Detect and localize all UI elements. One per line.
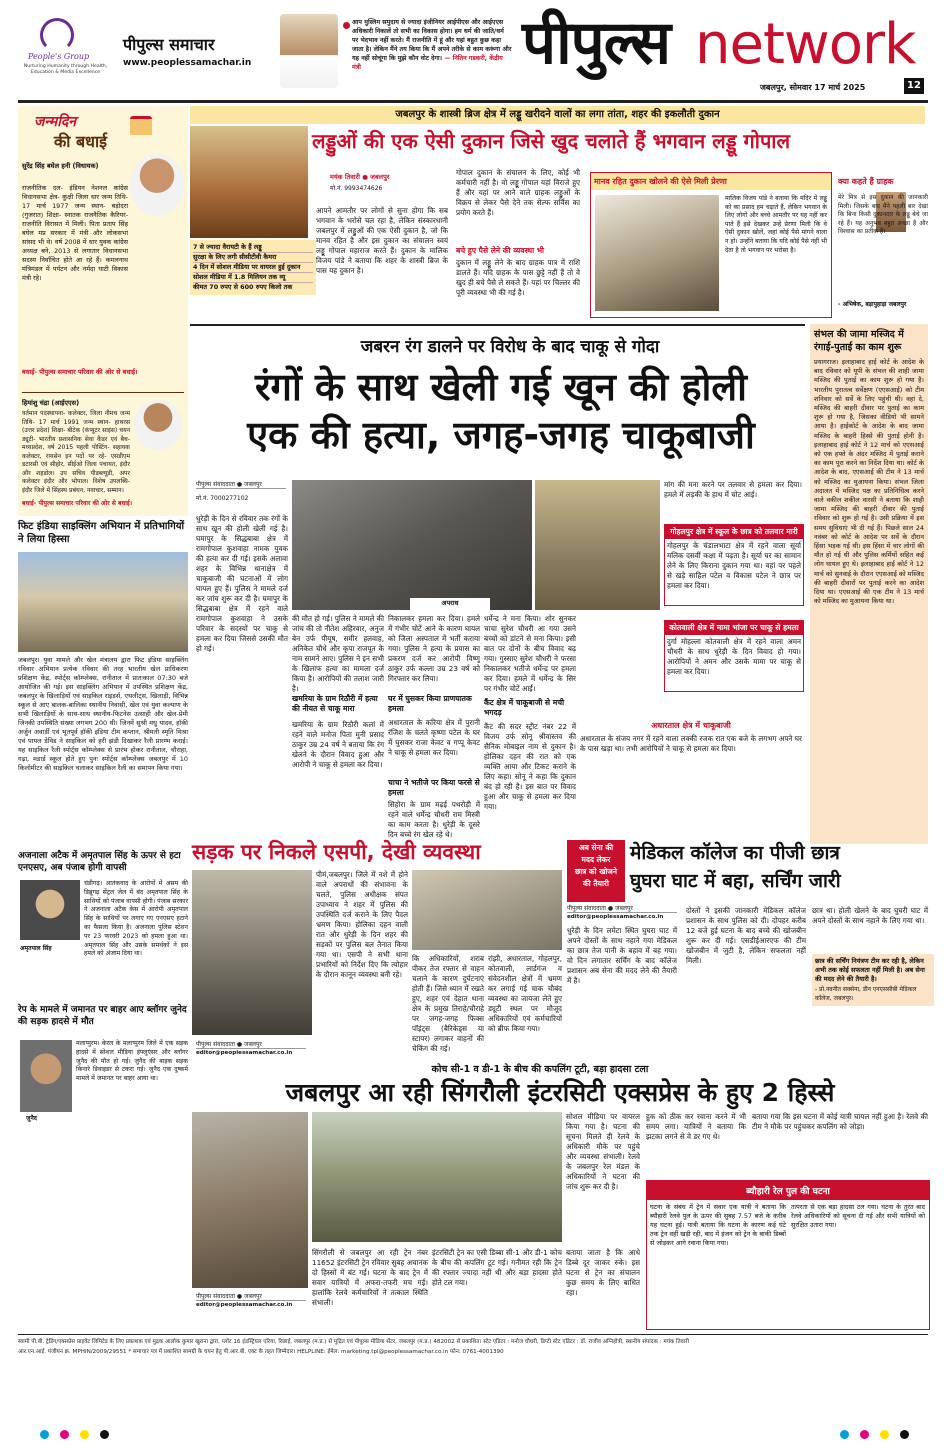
holi-sub3: चाचा ने भतीजे पर किया फरसे से हमला (388, 778, 480, 797)
sp-body3: रांझी, अधारताल, गोहलपुर, कोतवाली, लार्डगंज व संवेदनशील क्षेत्रों में भ्रमण कर लगाई गई चाक चौबंद व्यवस्था का जायजा लेते हुए ड्यूटी स्थल पर मौजूद अधिकारियों एवं कर्मचारियों को ब्रीफ किया गया। (488, 954, 562, 1033)
holi-reporter-mobile: मो.नं. 7000277102 (196, 495, 249, 502)
laddu-shrine-photo (190, 126, 308, 238)
pg-email[interactable]: editor@peoplessamachar.co.in (567, 914, 664, 920)
blogger-photo (20, 1040, 72, 1112)
train-reporter: पीपुल्स संवाददाता ● जबलपुर (196, 1292, 306, 1301)
holi-sub2-body: अधारताल के करिया क्षेत्र में पुरानी रंजिश के चलते कृष्णा पटेल के घर में घुसकर राजा केवट व गप्पू केवट ने चाकू से हमला कर दिया। (388, 718, 480, 757)
person2-wish: बधाई- पीपुल्स समाचार परिवार की ओर से बधाई। (22, 500, 133, 507)
train-body5: हुक को ठीक कर रवाना करने में भी समय लगा। यात्रियों ने बताया कि झटका लगने से वे डर गए थे। (646, 1112, 746, 1141)
amritpal-body: चंडीगढ़। आतंकवाद के आरोपों में असम की डिब्रूगढ़ सेंट्रल जेल में बंद अमृतपाल सिंह के साथियों को पंजाब वापसी होगी। पंजाब सरकार ने अजनाला अटैक केस में आरोपी अमृतपाल सिंह के साथियों पर लगाए गए एनएसए हटाने का फैसला किया है। अजनाला पुलिस स्टेशन पर 23 फरवरी 2023 को हमला हुआ था। अमृतपाल सिंह और उसके समर्थकों ने इस हमले को अंजाम दिया था। (84, 880, 188, 958)
laddu-box-head: मानव रहित दुकान खोलने की ऐसे मिली प्रेरणा (591, 173, 831, 190)
blogger-body: मलाप्पुरम। केरल के मलाप्पुरम जिले में एक सड़क हादसे में सोशल मीडिया इंफ्लुएंसर और ब्लॉगर जुनैद की मौत हो गई। जुनैद की बाइक सड़क किनारे डिवाइडर से टकरा गई। जुनैद एक दुष्कर्म मामले में जमानत पर बाहर आया था। (76, 1040, 188, 1083)
blogger-headline: रेप के मामले में जमानत पर बाहर आए ब्लॉगर जुनेद की सड़क हादसे में मौत (18, 1005, 187, 1027)
website[interactable]: www.peoplessamachar.in (123, 58, 252, 68)
laddu-customer-body: मेरे मित्र से इस दुकान की जानकारी मिली। जिसके बाद मैंने पहली बार देखा कि बिना किसी दुकानदार के लड्डू बेचे जा रहे हैं। यह अनुभव बहुत अच्छा है और विश्वास का प्रतीक है। (838, 194, 928, 235)
laddu-kicker: जबलपुर के शास्त्री ब्रिज क्षेत्र में लड्डू खरीदने वालों का लगा तांता, शहर की इकलौती दुकान (190, 106, 925, 124)
page-number: 12 (904, 78, 924, 94)
masthead (0, 0, 945, 100)
amritpal-headline: अजनाला अटैक में अमृतपाल सिंह के ऊपर से हटा एनएसए, अब पंजाब होगी वापसी (18, 851, 181, 873)
sp-email[interactable]: editor@peoplessamachar.co.in (196, 1050, 293, 1056)
amritpal-caption: अमृतपाल सिंह (20, 945, 52, 952)
birthday-heading-line2: की बधाई (54, 132, 107, 151)
laddu-shop-photo (595, 195, 719, 311)
registration-mark (80, 1430, 89, 1439)
brand-name: पीपुल्स समाचार (123, 35, 215, 54)
holi-col5: मांग की मना करने पर तलवार से हमला कर दिया। हमले में लड़की के हाथ में चोट आई। (664, 480, 802, 499)
registration-mark (840, 1430, 849, 1439)
person1-wish: बधाई- पीपुल्स समाचार परिवार की ओर से बधाई। (22, 368, 138, 376)
gadkari-photo (280, 14, 338, 88)
laddu-customer-name: - अभिषेक, बड़ापुहाड़ा जबलपुर (838, 301, 907, 308)
train-kicker: कोच सी-1 व डी-1 के बीच की कपलिंग टूटी, बड़ा हादसा टला (431, 1064, 649, 1075)
pg-headline-line2: घुघरा घाट में बहा, सर्चिंग जारी (630, 870, 841, 892)
birthday-divider (22, 392, 184, 393)
sambhal-body: प्रयागराज। इलाहाबाद हाई कोर्ट के आदेश के बाद रविवार को यूपी के संभल की शाही जामा मस्जिद की पुताई का काम शुरू हो गया है। भारतीय पुरातत्व सर्वेक्षण (एएसआई) को टीम शनिवार को सर्वे के लिए पहुंची थी। वहां दे, मस्जिद की बाहरी दीवार पर पुताई का काम शुरू हो गया है, जिसका वीडियो भी सामने आया है। हाईकोर्ट के आदेश के बाद जामा मस्जिद के बाहरी हिस्से की पुताई होनी है। इलाहाबाद हाई कोर्ट ने 12 मार्च को एएसआई को एक हफ्ते के अंदर मस्जिद में पुताई कराने का काम पूरा करने का निर्देश दिया था। कोर्ट के आदेश के बाद, एएसआई की टीम ने 13 मार्च को मस्जिद का मुआयना किया। संभल जिला अदालत में मस्जिद पक्ष का प्रतिनिधित्व करने वाले वकील शकील वारसी ने बताया कि शाही जामा मस्जिद की बाहरी दीवार की पुताई रविवार को शुरू हो गई है। उसी प्रक्रिया में इस समय सुविधाएं भी दी गई हैं। पिछले साल 24 नवंबर को कोर्ट के आदेश पर सर्वे के दौरान हिंसा भड़क गई थी। इस हिंसा में चार लोगों की मौत हो गई थी और पुलिस कर्मियों सहित कई लोग घायल हुए थे। इलाहाबाद हाई कोर्ट ने 12 मार्च को सुनवाई के दौरान एएसआई को मस्जिद की बाहरी दीवारों पर पुताई करने का आदेश दिया था। एएसआई की एक टीम ने 13 मार्च को मस्जिद का मुआयना किया था। (814, 358, 924, 606)
laddu-reporter: मयंक तिवारी ● जबलपुर (330, 173, 390, 181)
laddu-bullets (190, 240, 316, 295)
birthday-heading-line1: जन्मदिन (34, 114, 77, 130)
train-headline: जबलपुर आ रही सिंगरौली इंटरसिटी एक्सप्रेस के हुए 2 हिस्से (285, 1078, 835, 1107)
pg-reporter: पीपुल्स संवाददाता ● जबलपुर (567, 904, 677, 913)
train-box-body2: तत्परता से एक बड़ा हादसा टल गया। घटना के तुरंत बाद रेलवे अधिकारियों को सूचना दी गई और सभी यात्रियों को सुरक्षित उतारा गया। (791, 1203, 925, 1229)
holi-box1-head: गोहलपुर क्षेत्र में स्कूल के छात्र को तलवार मारी (665, 525, 803, 539)
pg-tag (567, 840, 625, 902)
holi-headline-line1: रंगों के साथ खेली गई खून की होली (255, 365, 747, 409)
holi-box1-body: गोहलपुर के चंडालभाटा क्षेत्र में रहने वाला सूर्या मलिक दसवीं कक्षा में पढ़ता है। सूर्या घर का सामान लेने के लिए किराना दुकान गया था। वहां पर पहले से खड़े साहिल पटेल व विकास पटेल ने छात्र पर हमला कर दिया। (667, 541, 801, 590)
holi-sub3-body: सिहोरा के ग्राम मढ़ई पथरोड़ी में रहने वाले धर्मेन्द्र चौधरी राम मिस्त्री का काम करता है। धुरेड़ी के दूसरे दिन बच्चे रंग खेल रहे थे। (388, 800, 480, 839)
holi-police-photo (535, 480, 660, 610)
train-body4: सोशल मीडिया पर वायरल किया गया है। घटना की सूचना मिलते ही रेलवे के अधिकारी मौके पर पहुंचे और व्यवस्था संभाली। रेलवे के जबलपुर रेल मंडल के अधिकारियों ने घटना की जांच शुरू कर दी है। (566, 1112, 640, 1191)
group-tagline: Nurturing Humanity through Health, Education & Media Excellence (23, 64, 108, 75)
holi-headline-line2: एक की हत्या, जगह-जगह चाकूबाजी (247, 413, 755, 457)
holi-reporter: पीपुल्स संवाददाता ● जबलपुर (196, 480, 286, 489)
masthead-rule (18, 100, 928, 103)
registration-mark (860, 1430, 869, 1439)
holi-top-rule (190, 324, 805, 326)
sp-body2: कि अधिकारियों, शराब पीकर तेज रफ्तार से वाहन चलाने के कारण दुर्घटनाएं होती हैं। जिसे ध्यान में रखते हुए, शहर एवं देहात थाना क्षेत्र के प्रमुख तिराहे/चौराहे पर जगह-जगह फिक्स पॉइंट्स (बैरिकेड्स या स्टापर) लगाकर वाहनों की चेकिंग की गई। (412, 954, 484, 1053)
train-photo-2 (312, 1112, 562, 1242)
masthead-quote: आप मुस्लिम समुदाय से ज्यादा इंजीनियर आईपीएस और आईएएस अधिकारी निकालें तो सभी का विकास होगा। हम धर्म की जाति/धर्म पर भेदभाव नहीं करते। मैं राजनीति में हूं और यहां बहुत कुछ कहा जाता है। लेकिन मैंने तय किया कि मैं अपने तरीके से काम करूंगा और यह नहीं सोचूंगा कि मुझे कौन वोट देगा। — नितिन गडकरी, केंद्रीय मंत्री (352, 19, 512, 71)
holi-box2 (664, 620, 804, 692)
holi-sub4-body: कैंट की सदर स्ट्रीट नंबर 22 में विजय उर्फ सोनू श्रीवास्तव की सैनिक मोबाइल नाम से दुकान है। होलिका दहन की रात को एक व्यक्ति आया और टिकट कराने के लिए कहा। सोनू ने कहा कि दुकान बंद हो रही है। इस बात पर विवाद हुआ और चाकू से हमला कर दिया गया। (484, 722, 576, 811)
sambhal-headline: संभल की जामा मस्जिद में रंगाई-पुताई का काम शुरू (814, 329, 904, 353)
laddu-body3: दुकान में लड्डू लेने के बाद ग्राहक पात्र में राशि डालते हैं। यदि ग्राहक के पास छुट्टे नहीं हैं तो वे खुद ही बचे पैसे ले सकते हैं। यहां पर चिल्लर की पूरी व्यवस्था भी की गई है। (456, 258, 580, 297)
holi-box2-head: कोतवाली क्षेत्र में मामा भांजा पर चाकू से हमला (665, 621, 803, 635)
holi-col2: की मौत हो गई। पुलिस ने मामले की जांच की तो नीतेश अहिरवार, अनुज बेन उर्फ पीयूष, समीर हलवाह, अनिकेत चौधे और कृपा राजपूत के नाम सामने आए। पुलिस ने इन सभी के खिलाफ हत्या का मामला दर्ज किया है। आरोपियों की तलाश जारी है। (292, 614, 384, 693)
holi-sub5-body: अधारताल के संजय नगर में रहने वाला लक्की रजक रात एक बजे के लगभग अपने घर के पास खड़ा था। तभी आरोपियों ने चाकू से हमला कर दिया। (580, 734, 802, 753)
train-email[interactable]: editor@peoplessamachar.co.in (196, 1302, 293, 1308)
holi-sub5: अधारताल क्षेत्र में चाकूबाजी (651, 721, 731, 730)
pg-body2: दोस्तों ने इसकी जानकारी मेडिकल कॉलेज प्रशासन के साथ पुलिस को दी। दोपहर करीब 12 बजे हुई घटना के बाद बच्चे की खोजबीन शुरू कर दी गई। एसडीईआरएफ की टीम खोजबीन में जुटी है, लेकिन सफलता नहीं मिली। (686, 906, 806, 965)
imprint-2: आर.एन.आई. पंजीयन क्र. MPHIN/2009/29551 * समाचार पत्र में प्रकाशित सामग्री के चयन हेतु पी.आर.बी. एक्ट के तहत जिम्मेदार। HELPLINE: ईमेल: marketing.tpl@peoplessamachar.co.in फोन: 0761-4001390 (18, 1349, 504, 1355)
person2-photo (134, 400, 182, 450)
laddu-headline: लड्डुओं की एक ऐसी दुकान जिसे खुद चलाते हैं भगवान लड्डू गोपाल (312, 129, 791, 153)
pg-headline-line1: मेडिकल कॉलेज का पीजी छात्र (630, 842, 840, 864)
train-body2: इंटरसिटी ट्रेन का एसी डिब्बा सी-1 और डी-1 कोच के बीच की कपलिंग टूट गई। गनीमत रही कि ट्रेन की रफ्तार ज्यादा नहीं थी और बड़ा हादसा होते होते टल गया। (432, 1248, 562, 1287)
person1-photo (130, 154, 184, 216)
person1-body: राजनीतिक दल- इंडियन नेशनल कांग्रेस विधानसभा क्षेत्र- कुक्षी जिला धार जन्म तिथि- 17 मार्च 1977 जन्म स्थान- बड़ोदरा (गुजरात) शिक्षा- स्नातक राजनैतिक कैरियर- राजनीति विरासत में मिली। पिता प्रताप सिंह बघेल मप्र सरकार में मंत्री और लोकसभा सांसद भी थे। वर्ष 2008 में धार युवक कांग्रेस अध्यक्ष बने, 2013 से लगातार विधानसभा सदस्य निर्वाचित होते आ रहे हैं। कमलनाथ मंत्रिमंडल में पर्यटन और नर्मदा घाटी विकास मंत्री रहे। (22, 184, 128, 282)
laddu-customer-head: क्या कहते हैं ग्राहक (838, 177, 894, 186)
train-body1: सिंगरौली से जबलपुर आ रही ट्रेन नंबर 11652 इंटरसिटी ट्रेन रविवार सुबह अचानक दो हिस्सों में बंट गई। घटना के बाद ट्रेन में सवार यात्रियों में अफरा-तफरी मच गई। हालांकि रेलवे कर्मचारियों ने तत्काल स्थिति संभाली। (312, 1248, 428, 1307)
pg-tag-line3: छात्र को खोजने (574, 867, 618, 876)
holi-sub1-body: खमरिया के ग्राम रिठौरी कलां में रहने वाले मनोज पिता मुनी प्रसाद ठाकुर उम्र 24 वर्ष ने बताया कि रंग खेलने के दौरान विवाद हुआ और आरोपी ने चाकू से हमला कर दिया। (292, 720, 384, 769)
holi-sub1: खमरिया के ग्राम रिठौरी में हत्या की नीयत से चाकू मारा (292, 694, 378, 713)
pg-quote-box (812, 954, 934, 1006)
cake-icon (130, 116, 152, 135)
laddu-bullet: 4 दिन में सोशल मीडिया पर वायरल हुई दुकान (193, 263, 313, 273)
train-photo-1 (192, 1112, 308, 1288)
registration-marks (0, 1430, 945, 1442)
holi-kicker: जबरन रंग डालने पर विरोध के बाद चाकू से गोदा (360, 337, 660, 357)
laddu-subhead: बचे हुए पैसे लेने की व्यवस्था भी (456, 246, 545, 255)
laddu-bullet: सुरक्षा के लिए लगी सीसीटीवी कैमरा (193, 253, 313, 263)
pg-tag-line2: मदद लेकर (581, 855, 611, 864)
sp-photo (192, 870, 312, 1035)
holi-photo-credit: अपराध (410, 598, 490, 610)
dateline: जबलपुर, सोमवार 17 मार्च 2025 (760, 83, 866, 92)
pg-tag-line4: की तैयारी (583, 879, 609, 888)
group-name: People's Group (28, 52, 90, 61)
pg-quote-author: - प्रो.नवनीत सक्सेना, डीन एनएससीबी मेडिकल कॉलेज, जबलपुर। (815, 986, 917, 1002)
holi-sub2: घर में घुसकर किया प्राणघातक हमला (388, 694, 472, 713)
fit-india-body: जबलपुर। युवा मामले और खेल मंत्रालय द्वारा फिट इंडिया साइक्लिंग रविवार अभियान प्रत्येक रविवार की तरह भारतीय खेल प्राधिकरण प्रशिक्षण केंद्र, स्पोर्ट्स कॉम्प्लेक्स, रानीताल में प्रातःकाल 07:30 बजे आयोजित की गई। इस साइक्लिंग अभियान में उपस्थित प्रशिक्षण केंद्र, जबलपुर के खिलाड़ियों एवं साइकिल राइडर्स, एथलीट्स, खिलाड़ी, विभिन्न स्कूल से आए बालक-बालिका स्थानीय निवासी, खेल एवं युवा कल्याण के सभी खिलाड़ियों के साथ-साथ स्थानीय-फिटनेस उत्साही और खेल-प्रेमी जिनकी उपस्थिति संख्या लगभग 200 थी। जिनमें सुश्री मधु यादव, हॉकी अर्जुन अवार्डी एवं भूतपूर्व हॉकी इंडिया टीम कप्तान, श्रीमती स्मृति मिश्रा एवं पायल डेविड ने साइकिल को हरी झंडी दिखाकर रैली प्रारम्भ कराई। यह साइकिल रैली स्पोर्ट्स कॉम्प्लेक्स से प्रारंभ होकर रानीताल, चौराहा, गढ़ा, मडार्ड स्कूल होते हुए पुनः स्पोर्ट्स कॉम्प्लेक्स जबलपुर में 10 किलोमीटर की साइकिल चलाकर साइकिल रैली का समापन किया गया। (18, 656, 188, 772)
laddu-box (590, 172, 832, 318)
registration-mark (900, 1430, 909, 1439)
person2-name: हिमांशु चंद्रा (आईएएस) (22, 399, 80, 407)
sp-body: पीमं,जबलपुर। जिले में नशे में होने वाले अपराधों की संभावना के चलते, पुलिस अधीक्षक संपत उपाध्याय ने शहर में पुलिस की उपस्थिति दर्ज कराने के लिए पैदल भ्रमण किया। होलिका दहन वाली रात और धुरेड़ी के दिन शहर की सड़कों पर पुलिस बल तैनात किया गया था। एसपी ने सभी थाना प्रभारियों को निर्देश दिए कि त्योहार के दौरान कानून व्यवस्था बनी रहे। (316, 870, 408, 979)
birthday-box (18, 106, 188, 516)
train-body6: बताया गया कि इस घटना में कोई यात्री घायल नहीं हुआ है। रेलवे की टीम ने मौके पर पहुंचकर कपलिंग को जोड़ा। (752, 1112, 928, 1131)
holi-crime-scene-photo (292, 480, 532, 610)
sambhal-box (810, 324, 928, 844)
group-logo-icon (40, 18, 74, 52)
laddu-bullet: 7 से ज्यादा वैरायटी के हैं लड्डू (193, 243, 313, 253)
sp-headline: सड़क पर निकले एसपी, देखी व्यवस्था (192, 840, 481, 864)
registration-mark (100, 1430, 109, 1439)
train-box-head: ब्यौहारी रेल पुल की घटना (647, 1181, 929, 1200)
holi-col4: धर्मेन्द्र ने मना किया। शोर सुनकर चाचा सुरेश चौधरी आ गया उसने बच्चों को डांटने से मना किया। इसी बात पर दोनों के बीच विवाद बढ़ गया। गुस्साए सुरेश चौधरी ने फरसा निकालकर भतीजे धर्मेन्द्र पर हमला कर दिया। हमले में धर्मेन्द्र के सिर पर गंभीर चोटें आईं। (484, 614, 576, 693)
registration-mark (60, 1430, 69, 1439)
laddu-bullet: कीमत 70 रुपए से 600 रुपए किलो तक (193, 283, 293, 291)
registration-mark (40, 1430, 49, 1439)
sp-police-photo (412, 870, 562, 950)
laddu-bullet: सोशल मीडिया में 1.8 मिलियन तक व्यू (193, 273, 313, 283)
sp-reporter: पीपुल्स संवाददाता ● जबलपुर (196, 1040, 306, 1049)
registration-mark (880, 1430, 889, 1439)
train-body3: बताया जाता है कि आधे डिब्बे दूर जाकर रुके। इस घटना से ट्रेन का संचालन कुछ समय के लिए बाधित रहा। (566, 1248, 640, 1297)
holi-col3: निकालकर हमला कर दिया। हमले में गंभीर चोटें आने के कारण घायल को जिला अस्पताल में भर्ती कराया गया। पुलिस ने हत्या के प्रयास का प्रकरण दर्ज कर आरोपी विष्णु ठाकुर उर्फ कल्ला उम्र 23 वर्ष को गिरफ्तार कर लिया। (388, 614, 480, 683)
imprint: स्वामी पी.बी. ट्रेडिंग/एक्सप्रेस प्राइवेट लिमिटेड के लिए प्रकाशक एवं मुद्रक आलोक कुमार खुराना द्वारा, प्लॉट 16 इंडस्ट्रियल एरिया, रिछाई, जबलपुर (म.प्र.) से मुद्रित एवं पीपुल्स मीडिया सेंटर, जबलपुर (म.प्र.) 482002 से प्रकाशित। स्टेट एडिटर : मनोज चौधरी, डिप्टी स्टेट एडिटर : डॉ. राजीव अग्निहोत्री, स्थानीय संपादक : मयंक तिवारी (18, 1339, 689, 1345)
pg-tag-line1: अब सेना की (578, 843, 614, 852)
laddu-body1: आपने आमतौर पर लोगों से सुना होगा कि सब भगवान के भरोसे चल रहा है, लेकिन संस्कारधानी जबलपुर में लड्डुओं की एक ऐसी दुकान है, जो कि मानव रहित है और इस दुकान का संचालन स्वयं लड्डू गोपाल महाराज करते हैं। दुकान के मालिक विजय पांडे ने बताया कि शहर के शास्त्री ब्रिज के पास यह दुकान है। (316, 206, 448, 275)
pg-body3: छात्र था। होली खेलने के बाद घुघरी घाट में अपने दोस्तों के साथ नहाने के लिए गया था। (812, 906, 928, 925)
holi-sub4: कैंट क्षेत्र में चाकूबाजी से मची भगदड़ (484, 698, 565, 717)
amritpal-photo (20, 880, 80, 940)
footer-rule (18, 1334, 928, 1335)
pg-body1: धुरेड़ी के दिन लमेटा स्थित घुघरा घाट में अपने दोस्तों के साथ नहाने गया मेडिकल का छात्र तेज पानी के बहाव में बह गया। वो दिन लगातार सर्चिंग के बाद कॉलेज प्रशासन अब सेना की मदद लेने की तैयारी में है। (567, 926, 677, 985)
holi-box1 (664, 524, 804, 606)
pg-quote: छात्र की सर्चिंग नियंत्रण टीम कर रही है, लेकिन अभी तक कोई सफलता नहीं मिली है। अब सेना की मदद लेने की तैयारी है। (815, 957, 925, 983)
person2-body: वर्तमान पदस्थापना- कलेक्टर, जिला नीमच जन्म तिथि- 17 मार्च 1991 जन्म स्थान- हाथरस (उत्तर प्रदेश) शिक्षा- बीटेक (कंप्यूटर साइंस) चयन ड्यूटी- भारतीय प्रशासनिक सेवा कैडर एवं बैच- मध्यप्रदेश, वर्ष 2015 पहली पोस्टिंग- सहायक कलेक्टर, रायसेन इन पदों पर रहे- एसडीएम डटारसी एवं सीहोर, सीईओ जिला पंचायत, इंदौर और शहडोल। उप सचिव पीडब्ल्यूडी, अपर कलेक्टर इंदौर और भोपाल। विशेष उपलब्धि- इंदौर जिले में सिंहस्थ प्रबंधन, नवाचार, सम्मान। (22, 410, 130, 494)
masthead-title-hindi: पीपुल्स (522, 8, 671, 78)
laddu-box-body: मालिक विजय पांडे ने बताया कि मंदिर में लड्डू को का प्रसाद हम चढ़ाते हैं, लेकिन भगवान के लिए लोगों और बच्चे आमतौर पर यह नहीं कर पाते हैं इसे देखकर उन्हें प्रेरणा मिली कि वे ऐसी दुकान खोलें, जहां कोई पैसे मांगने वाला न हो। उन्होंने बताया कि यदि कोई पैसे नहीं भी देता है तो भगवान पर भरोसा है। (725, 195, 827, 254)
masthead-title-english: network (695, 12, 916, 77)
fit-india-photo (18, 552, 188, 652)
fit-india-headline: फिट इंडिया साइक्लिंग अभियान में प्रतिभागियों ने लिया हिस्सा (18, 521, 185, 545)
person1-name: सुरेंद्र सिंह बघेल हनी (विधायक) (22, 162, 99, 170)
holi-box2-body: दुर्गा मोहल्ला कोतवाली क्षेत्र में रहने वाला अमन चौधरी के साथ धुरेड़ी के दिन विवाद हो गया। आरोपियों ने अमन और उसके मामा पर चाकू से हमला कर दिया। (667, 637, 801, 676)
quote-icon (343, 22, 350, 29)
laddu-reporter-mobile: मो.नं. 9993474626 (330, 185, 383, 192)
holi-col1: धुरेड़ी के दिन से रविवार तक रंगों के साथ खून की होली खेली गई है। घमापुर के सिद्धबाबा क्षेत्र में रामगोपाल कुशवाहा नामक युवक की हत्या कर दी गई। इसके अलावा शहर के विभिन्न थानाक्षेत्र में चाकूबाजी की घटनाओं में लोग घायल हुए हैं। पुलिस ने मामले दर्ज कर जांच शुरू कर दी है। घमापुर के सिद्धबाबा क्षेत्र में रहने वाले रामगोपाल कुशवाहा ने उसके परिवार के सदस्यों पर चाकू से हमला कर दिया जिससे उसकी मौत हो गई। (196, 514, 288, 653)
laddu-body2: गोपाल दुकान के संचालन के लिए, कोई भी कर्मचारी नहीं है। वो लड्डू गोपाल यहां विराजे हुए हैं और यहां पर आने वाले ग्राहक लड्डुओं के विक्रय से लेकर पैसे देने तक सेल्फ सर्विस का प्रयोग करते हैं। (456, 168, 580, 217)
train-box (646, 1180, 930, 1330)
blogger-caption: जुनैद (26, 1115, 37, 1122)
train-box-body: घटना के संबंध में ट्रेन में सवार एक यात्री ने बताया कि ब्यौहारी रेलवे पुल के ऊपर की सुबह 7.57 बजे के करीब यह घटना हुई। यात्री बताया कि घटना के कारण कई घंटे तक ट्रेन वहीं खड़ी रही, बाद में इंजन को ट्रेन के बाकी डिब्बों से जोड़कर आगे रवाना किया गया। (650, 1203, 786, 1247)
